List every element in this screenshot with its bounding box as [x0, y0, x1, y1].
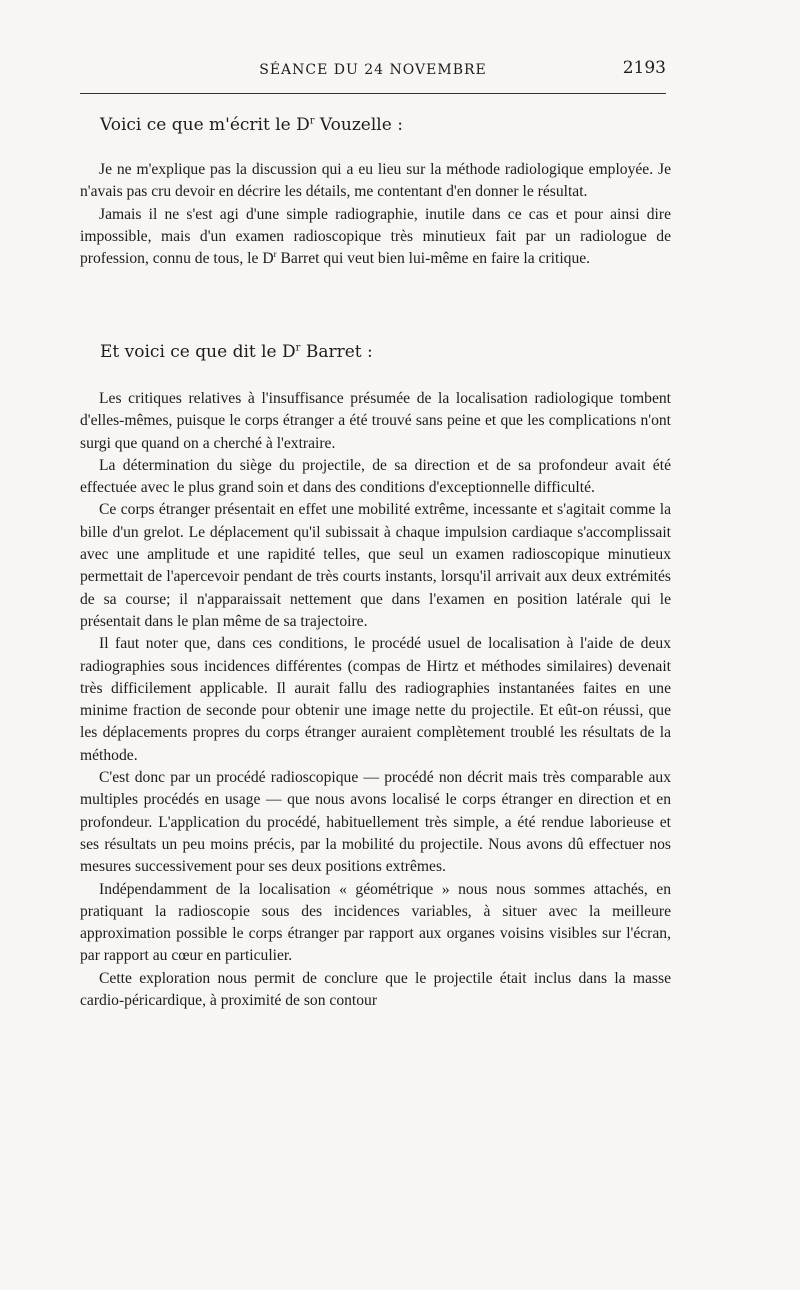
- quote-barret-paragraph-6: Indépendamment de la localisation « géométrique » nous nous sommes attachés, en pratiquant la radioscopie sous des incidences variables, à situer avec la meilleure approximation possible le corps étranger par rapport aux organes voisins visibles sur l'écran, par rapport au cœur en particulier.: [80, 880, 671, 965]
- intro-barret-after: Barret :: [300, 342, 373, 362]
- quote-barret-paragraph-4: Il faut noter que, dans ces conditions, le procédé usuel de localisation à l'aide de deux radiographies sous incidences différentes (compas de Hirtz et méthodes similaires) devenait très difficilement applicable. Il aurait fallu des radiographies instantanées faites en une minime fraction de seconde pour obtenir une image nette du projectile. Et eût-on réussi, que les déplacements propres du corps étranger auraient complètement troublé les résultats de la méthode.: [80, 635, 671, 764]
- intro-vouzelle: [100, 115, 403, 135]
- quote-vouzelle-paragraph-1: Je ne m'explique pas la discussion qui a eu lieu sur la méthode radiologique employée. Je n'avais pas cru devoir en décrire les détails, me contentant d'en donner le résultat.: [80, 161, 671, 201]
- quote-barret-paragraph-3: Ce corps étranger présentait en effet une mobilité extrême, incessante et s'agitait comme la bille d'un grelot. Le déplacement qu'il subissait à chaque impulsion cardiaque s'accomplissait avec une amplitude et une rapidité telles, que seul un examen radioscopique minutieux permettait de l'apercevoir pendant de très courts instants, lorsqu'il arrivait aux deux extrémités de sa course; il n'apparaissait nettement que dans l'examen en position latérale qui le présentait dans le plan même de sa trajectoire.: [80, 501, 671, 630]
- quote-vouzelle-p2-sup: r: [273, 249, 277, 259]
- header-rule: [80, 93, 666, 94]
- page-header: [80, 58, 666, 86]
- page-number: 2193: [622, 58, 666, 78]
- intro-vouzelle-after: Vouzelle :: [314, 115, 403, 135]
- quote-vouzelle-p2-before: Jamais il ne s'est agi d'une simple radiographie, inutile dans ce cas et pour ainsi dire impossible, mais d'un examen radioscopique très minutieux fait par un radiologue de profession, connu de tous, le D: [80, 205, 671, 268]
- intro-vouzelle-sup: r: [309, 115, 315, 127]
- running-head: SÉANCE DU 24 NOVEMBRE: [259, 62, 487, 78]
- quote-vouzelle-paragraph-2: [80, 204, 671, 271]
- intro-barret-sup: r: [295, 342, 301, 354]
- quote-vouzelle: [80, 159, 671, 270]
- quote-barret-paragraph-2: La détermination du siège du projectile, de sa direction et de sa profondeur avait été effectuée avec le plus grand soin et dans des conditions d'exceptionnelle difficulté.: [80, 456, 671, 497]
- intro-barret: [100, 342, 373, 362]
- quote-vouzelle-p2-after: Barret qui veut bien lui-même en faire la critique.: [276, 250, 591, 268]
- quote-barret-paragraph-7: Cette exploration nous permit de conclure que le projectile était inclus dans la masse cardio-péricardique, à proximité de son contour: [80, 969, 671, 1010]
- intro-vouzelle-before: Voici ce que m'écrit le D: [100, 115, 310, 135]
- intro-barret-before: Et voici ce que dit le D: [100, 342, 296, 362]
- quote-barret: [80, 388, 671, 1012]
- quote-barret-paragraph-5: C'est donc par un procédé radioscopique — procédé non décrit mais très comparable aux multiples procédés en usage — que nous avons localisé le corps étranger en direction et en profondeur. L'application du procédé, habituellement très simple, a été rendue laborieuse et ses résultats un peu moins précis, par la mobilité du projectile. Nous avons dû effectuer nos mesures successivement pour ses deux positions extrêmes.: [80, 769, 671, 876]
- quote-barret-paragraph-1: Les critiques relatives à l'insuffisance présumée de la localisation radiologique tombent d'elles-mêmes, puisque le corps étranger a été trouvé sans peine et que les complications n'ont surgi que quand on a cherché à l'extraire.: [80, 390, 671, 452]
